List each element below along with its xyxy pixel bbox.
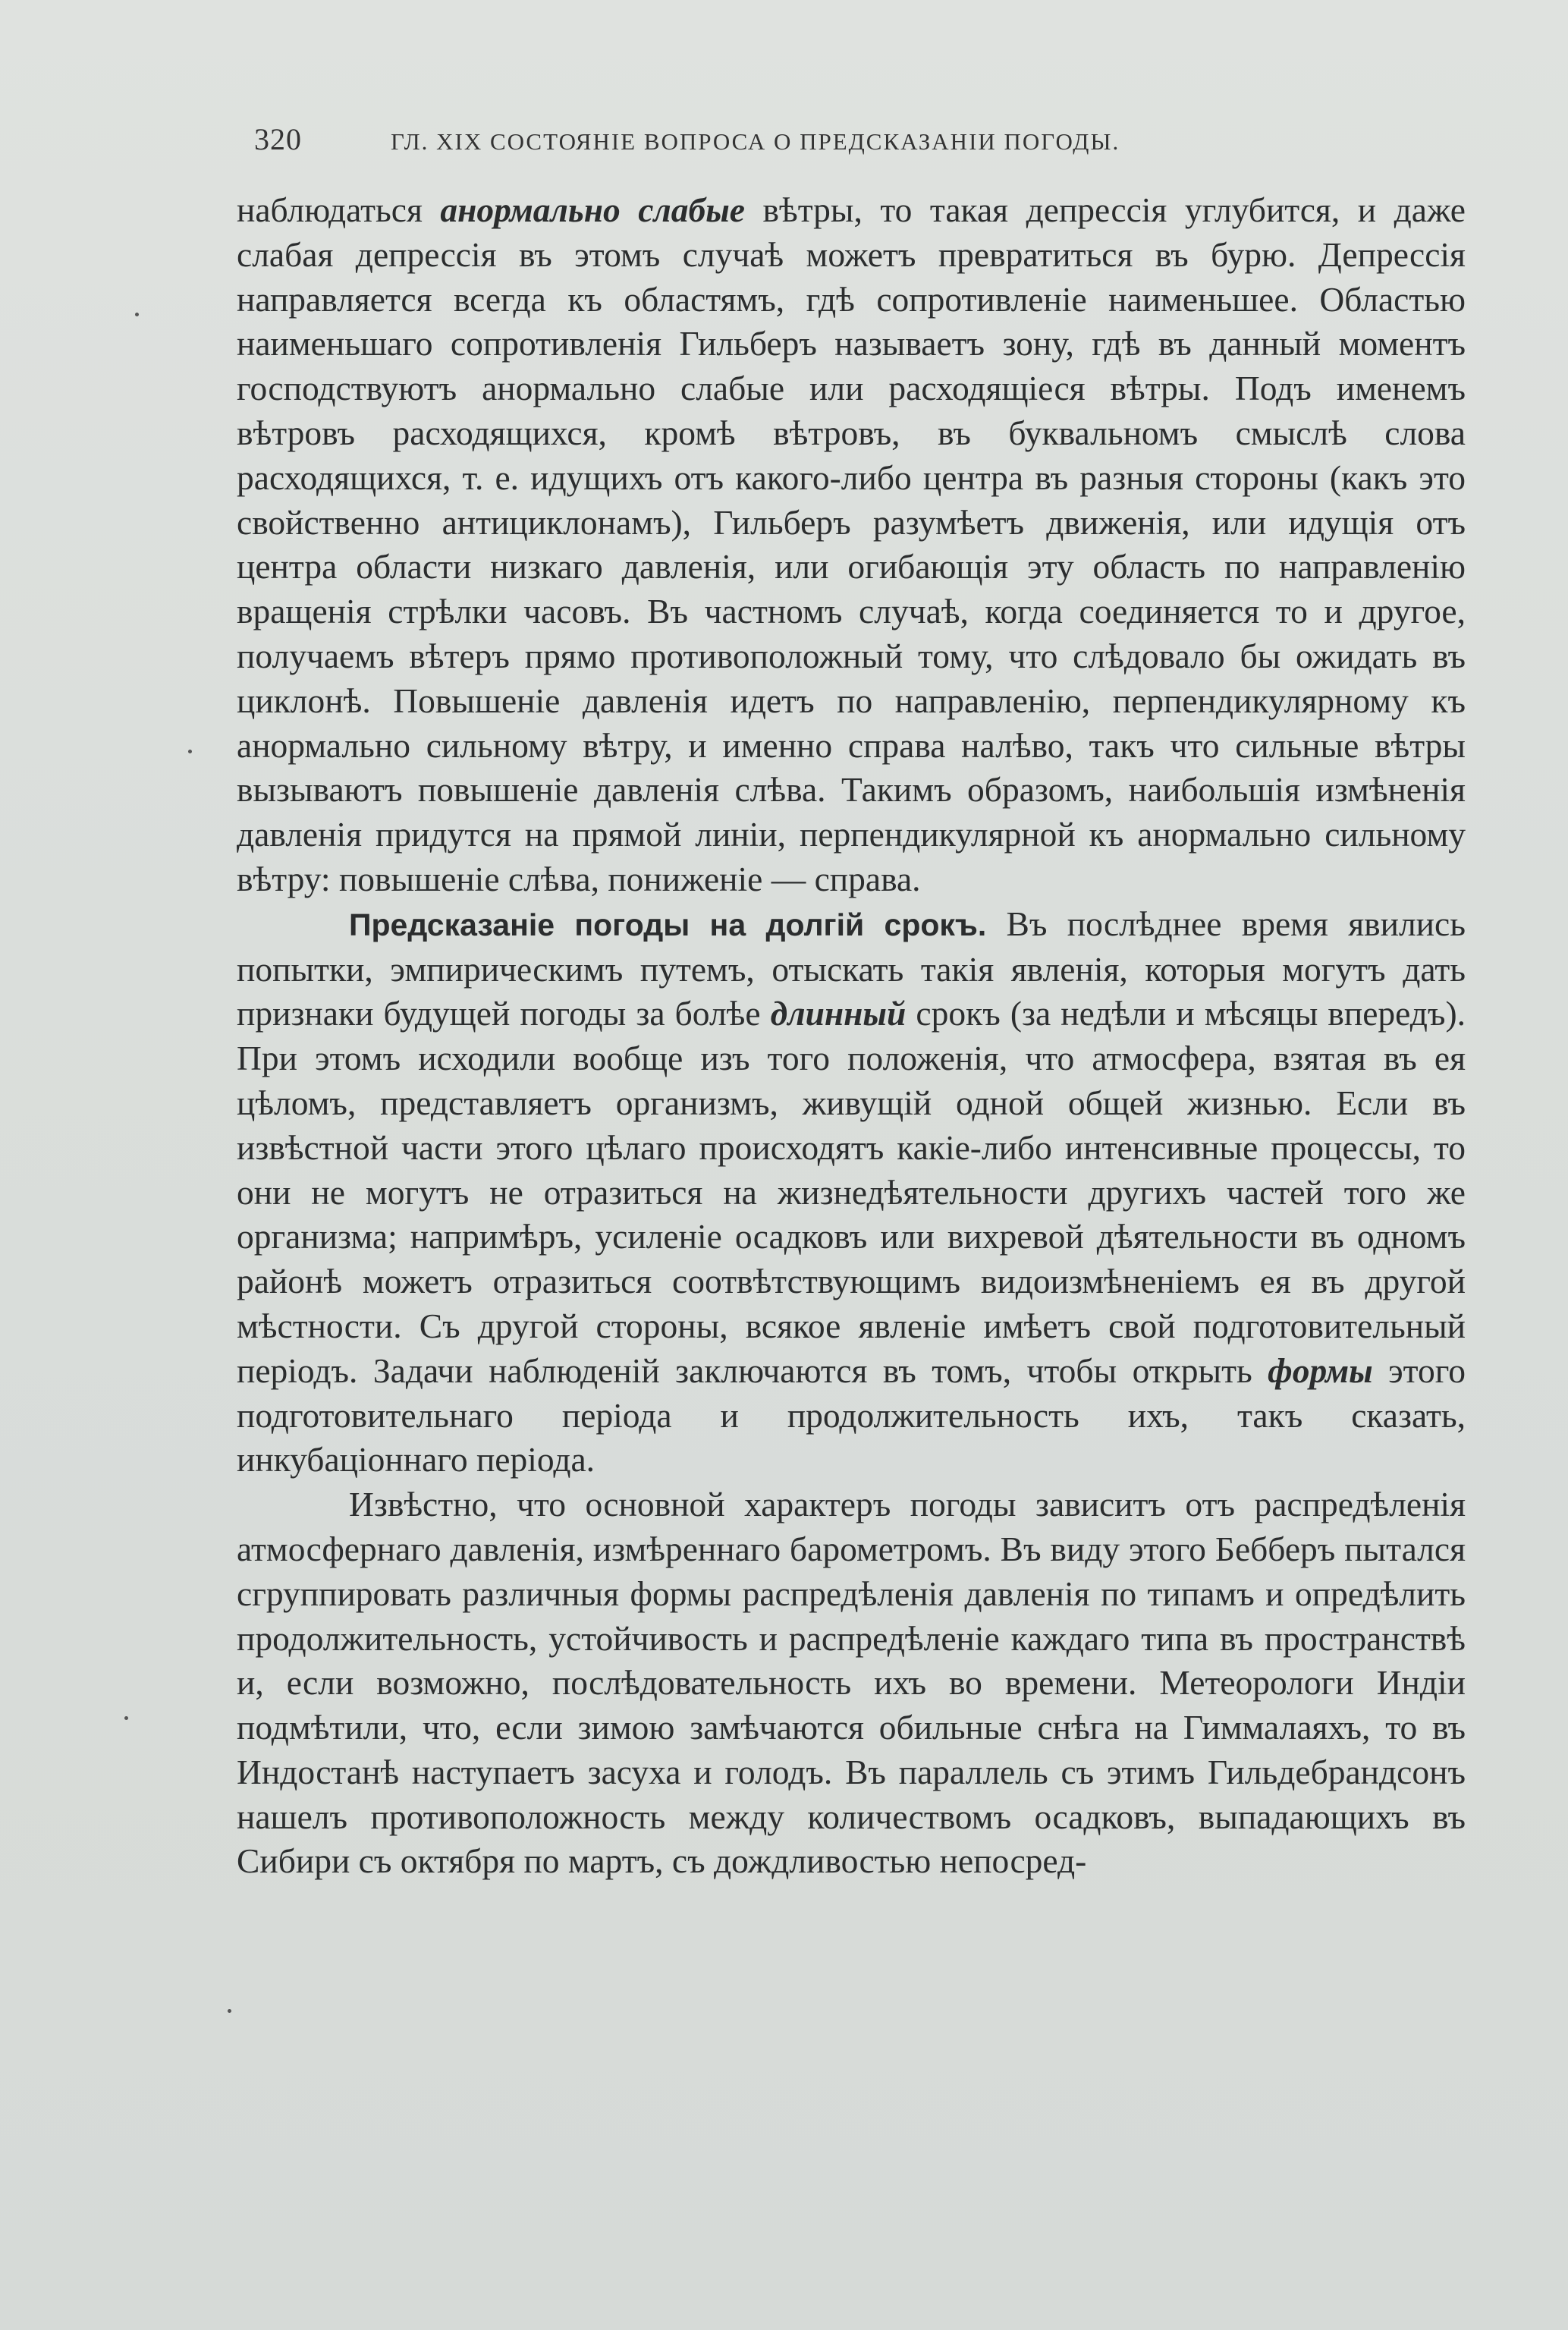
paragraph-1-text-a: наблюдаться: [237, 190, 441, 229]
running-head: ГЛ. XIX СОСТОЯНІЕ ВОПРОСА О ПРЕДСКАЗАНІИ ПОГОДЫ.: [391, 128, 1120, 155]
speck-mark: [124, 1716, 128, 1720]
paragraph-3: [237, 1483, 1466, 1884]
page-header: [254, 121, 1286, 157]
paragraph-2-text-a: Въ послѣднее время явились попытки, эмпирическимъ путемъ, отыскать такія явленія, которыя могутъ дать признаки будущей погоды за болѣе: [237, 904, 1466, 1033]
paragraph-3-text: Извѣстно, что основной характеръ погоды зависитъ отъ распредѣленія атмосфернаго давленія, измѣреннаго барометромъ. Въ виду этого Бебберъ пытался сгруппировать различныя формы распредѣленія давленія по типамъ и опредѣлить продолжительность, устойчивость и распредѣленіе каждаго типа въ пространствѣ и, если возможно, послѣдовательность ихъ во времени. Метеорологи Индіи подмѣтили, что, если зимою замѣчаются обильные снѣга на Гиммалаяхъ, то въ Индостанѣ наступаетъ засуха и голодъ. Въ параллель съ этимъ Гильдебрандсонъ нашелъ противоположность между количествомъ осадковъ, выпадающихъ въ Сибири съ октября по мартъ, съ дождливостью непосред-: [237, 1485, 1466, 1881]
paragraph-1-text-b: вѣтры, то такая депрессія углубится, и даже слабая депрессія въ этомъ случаѣ можетъ превратиться въ бурю. Депрессія направляется всегда къ областямъ, гдѣ сопротивленіе наименьшее. Областью наименьшаго сопротивленія Гильберъ называетъ зону, гдѣ въ данный моментъ господствуютъ анормально слабые или расходящіеся вѣтры. Подъ именемъ вѣтровъ расходящихся, кромѣ вѣтровъ, въ буквальномъ смыслѣ слова расходящихся, т. е. идущихъ отъ какого-либо центра въ разныя стороны (какъ это свойственно антициклонамъ), Гильберъ разумѣетъ движенія, или идущія отъ центра области низкаго давленія, или огибающія эту область по направленію вращенія стрѣлки часовъ. Въ частномъ случаѣ, когда соединяется то и другое, получаемъ вѣтеръ прямо противоположный тому, что слѣдовало бы ожидать въ циклонѣ. Повышеніе давленія идетъ по направленію, перпендикулярному къ анормально сильному вѣтру, и именно справа налѣво, такъ что сильные вѣтры вызываютъ повышеніе давленія слѣва. Такимъ образомъ, наибольшія измѣненія давленія придутся на прямой линіи, перпендикулярной къ анормально сильному вѣтру: повышеніе слѣва, пониженіе — справа.: [237, 190, 1466, 898]
paragraph-1: [237, 188, 1466, 902]
page-number: 320: [254, 122, 302, 156]
page-body: [237, 188, 1466, 1884]
paragraph-2-text-b: срокъ (за недѣли и мѣсяцы впередъ). При этомъ исходили вообще изъ того положенія, что атмосфера, взятая въ ея цѣломъ, представляетъ организмъ, живущій одной общей жизнью. Если въ извѣстной части этого цѣлаго происходятъ какіе-либо интенсивные процессы, то они не могутъ не отразиться на жизнедѣятельности другихъ частей того же организма; напримѣръ, усиленіе осадковъ или вихревой дѣятельности въ одномъ районѣ можетъ отразиться соотвѣтствующимъ видоизмѣненіемъ ея въ другой мѣстности. Съ другой стороны, всякое явленіе имѣетъ свой подготовительный періодъ. Задачи наблюденій заключаются въ томъ, чтобы открыть: [237, 994, 1466, 1390]
emphasis-anormally-weak: анормально слабые: [440, 190, 745, 229]
speck-mark: [228, 2009, 231, 2013]
emphasis-long: длинный: [770, 994, 907, 1033]
speck-mark: [188, 750, 192, 753]
paragraph-2-text-c: этого подготовительнаго періода и продолжительность ихъ, такъ сказать, инкубаціоннаго періода.: [237, 1351, 1466, 1479]
paragraph-2: [237, 902, 1466, 1483]
speck-mark: [135, 313, 139, 316]
emphasis-forms: формы: [1268, 1351, 1373, 1390]
section-heading-long-range-forecast: Предсказаніе погоды на долгій срокъ.: [349, 907, 987, 942]
